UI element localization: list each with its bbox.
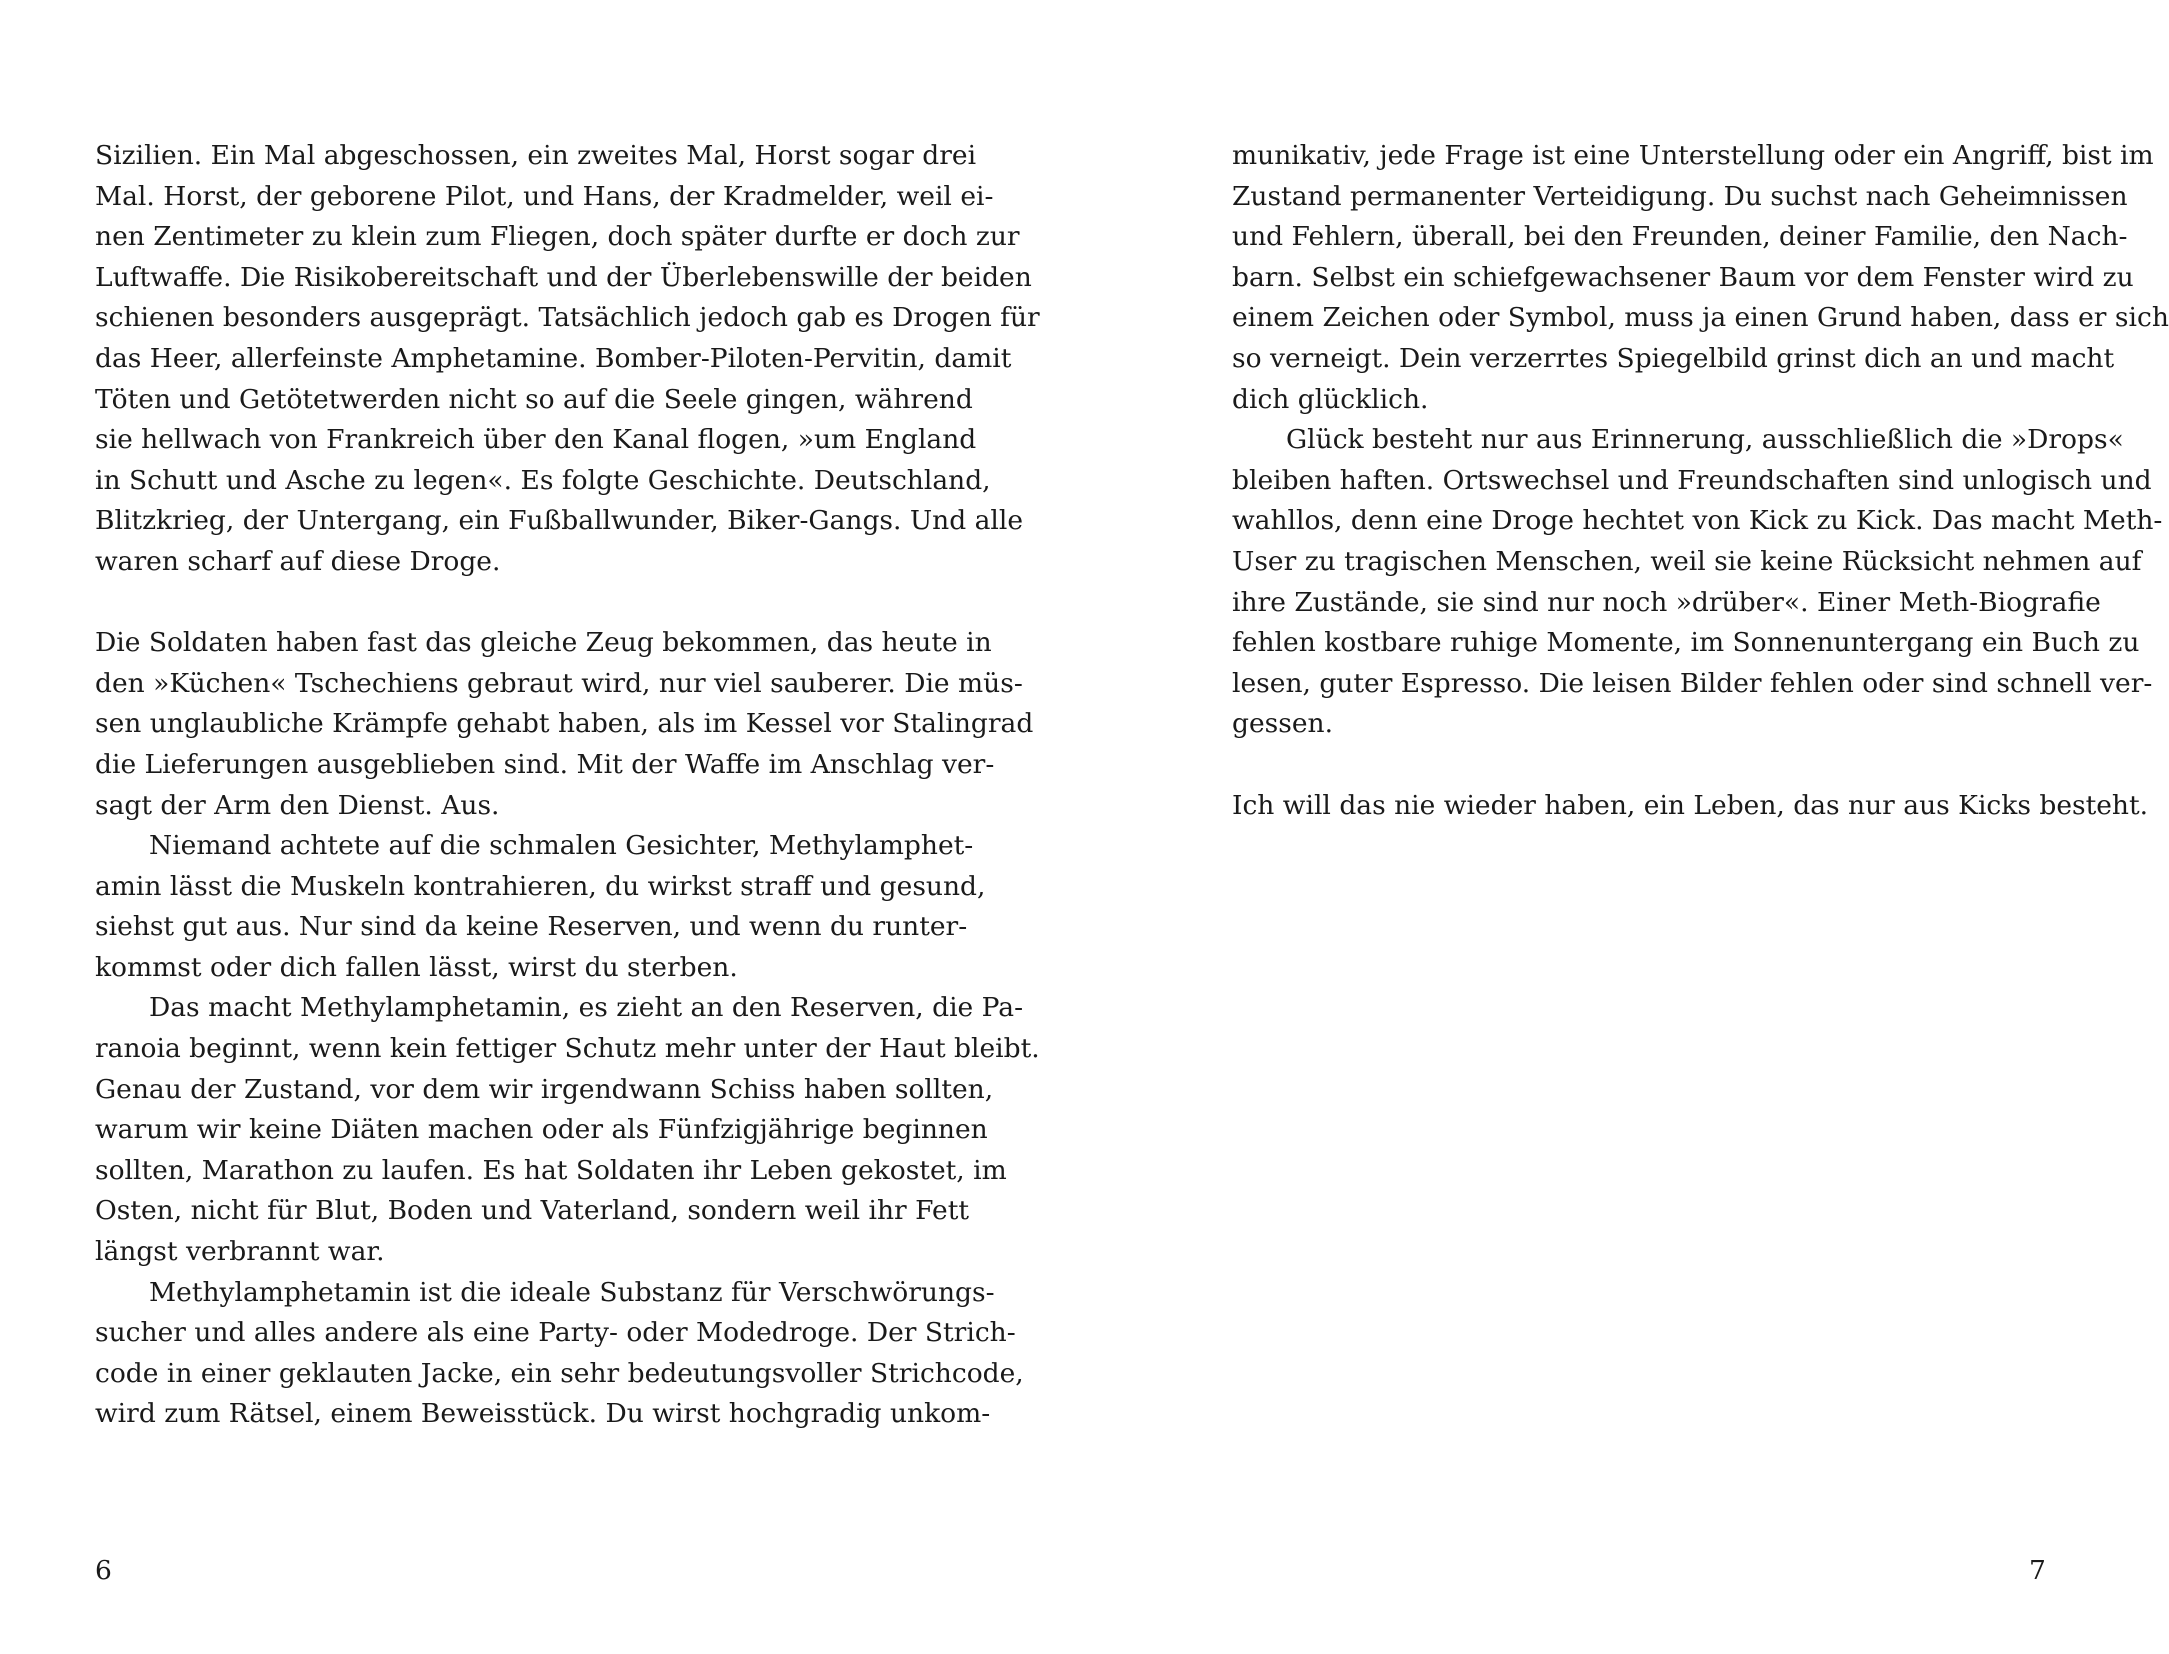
text-line: nen Zentimeter zu klein zum Fliegen, doch später durfte er doch zur <box>95 221 1020 253</box>
text-line: Die Soldaten haben fast das gleiche Zeug bekommen, das heute in <box>95 627 992 659</box>
paragraph <box>95 988 1040 1272</box>
text-line: lesen, guter Espresso. Die leisen Bilder fehlen oder sind schnell ver- <box>1232 667 2153 699</box>
paragraph <box>1232 420 2163 745</box>
paragraph <box>95 623 1034 826</box>
text-line: längst verbrannt war. <box>95 1236 385 1268</box>
paragraph <box>1232 136 2169 420</box>
right-page <box>1063 0 2169 1654</box>
text-line: den »Küchen« Tschechiens gebraut wird, nur viel sauberer. Die müs- <box>95 667 1023 699</box>
text-line: gessen. <box>1232 708 1334 740</box>
left-page <box>0 0 1063 1654</box>
text-line: kommst oder dich fallen lässt, wirst du sterben. <box>95 951 738 983</box>
text-line: warum wir keine Diäten machen oder als Fünfzigjährige beginnen <box>95 1114 988 1146</box>
paragraph-gap <box>95 583 910 624</box>
text-line: Genau der Zustand, vor dem wir irgendwann Schiss haben sollten, <box>95 1073 994 1105</box>
text-line: Luftwaffe. Die Risikobereitschaft und der Überlebenswille der beiden <box>95 261 1032 293</box>
paragraph <box>95 136 1040 583</box>
text-line: Osten, nicht für Blut, Boden und Vaterland, sondern weil ihr Fett <box>95 1195 970 1227</box>
text-line: User zu tragischen Menschen, weil sie keine Rücksicht nehmen auf <box>1232 545 2142 577</box>
paragraph-gap <box>1232 745 2047 786</box>
text-line: munikativ, jede Frage ist eine Unterstellung oder ein Angriff, bist im <box>1232 140 2154 171</box>
text-line: einem Zeichen oder Symbol, muss ja einen Grund haben, dass er sich <box>1232 302 2169 334</box>
text-line: Mal. Horst, der geborene Pilot, und Hans, der Kradmelder, weil ei- <box>95 180 994 212</box>
text-line: wird zum Rätsel, einem Beweisstück. Du wirst hochgradig unkom- <box>95 1398 991 1430</box>
text-line: ihre Zustände, sie sind nur noch »drüber«. Einer Meth-Biografie <box>1232 586 2101 618</box>
right-page-body <box>1232 136 2169 826</box>
text-line: Niemand achtete auf die schmalen Gesichter, Methylamphet- <box>149 830 974 862</box>
text-line: wahllos, denn eine Droge hechtet von Kick zu Kick. Das macht Meth- <box>1232 505 2163 537</box>
text-line: sagt der Arm den Dienst. Aus. <box>95 789 500 821</box>
paragraph <box>95 826 986 988</box>
text-line: fehlen kostbare ruhige Momente, im Sonnenuntergang ein Buch zu <box>1232 627 2140 659</box>
text-line: in Schutt und Asche zu legen«. Es folgte Geschichte. Deutschland, <box>95 464 991 496</box>
text-line: code in einer geklauten Jacke, ein sehr bedeutungsvoller Strichcode, <box>95 1357 1024 1389</box>
text-line: ranoia beginnt, wenn kein fettiger Schutz mehr unter der Haut bleibt. <box>95 1033 1040 1065</box>
text-line: barn. Selbst ein schiefgewachsener Baum vor dem Fenster wird zu <box>1232 261 2134 293</box>
text-line: dich glücklich. <box>1232 383 1429 415</box>
text-line: sollten, Marathon zu laufen. Es hat Soldaten ihr Leben gekostet, im <box>95 1154 1007 1186</box>
page-number-right: 7 <box>2029 1555 2046 1586</box>
text-line: und Fehlern, überall, bei den Freunden, deiner Familie, den Nach- <box>1232 221 2128 253</box>
text-line: die Lieferungen ausgeblieben sind. Mit der Waffe im Anschlag ver- <box>95 748 995 780</box>
text-line: Blitzkrieg, der Untergang, ein Fußballwunder, Biker-Gangs. Und alle <box>95 505 1024 537</box>
text-line: Töten und Getötetwerden nicht so auf die Seele gingen, während <box>95 383 973 415</box>
paragraph <box>95 1273 1024 1435</box>
text-line: Zustand permanenter Verteidigung. Du suchst nach Geheimnissen <box>1232 180 2128 212</box>
text-line: waren scharf auf diese Droge. <box>95 545 501 577</box>
text-line: Sizilien. Ein Mal abgeschossen, ein zweites Mal, Horst sogar drei <box>95 140 977 171</box>
text-line: sucher und alles andere als eine Party- oder Modedroge. Der Strich- <box>95 1317 1016 1349</box>
text-line: Das macht Methylamphetamin, es zieht an den Reserven, die Pa- <box>149 992 1024 1024</box>
text-line: Methylamphetamin ist die ideale Substanz für Verschwörungs- <box>149 1276 995 1308</box>
text-line: schienen besonders ausgeprägt. Tatsächlich jedoch gab es Drogen für <box>95 302 1040 334</box>
text-line: bleiben haften. Ortswechsel und Freundschaften sind unlogisch und <box>1232 464 2152 496</box>
text-line: sen unglaubliche Krämpfe gehabt haben, als im Kessel vor Stalingrad <box>95 708 1034 740</box>
text-line: siehst gut aus. Nur sind da keine Reserven, und wenn du runter- <box>95 911 968 943</box>
paragraph <box>1232 786 2149 827</box>
text-line: sie hellwach von Frankreich über den Kanal flogen, »um England <box>95 424 977 456</box>
text-line: das Heer, allerfeinste Amphetamine. Bomber-Piloten-Pervitin, damit <box>95 342 1012 374</box>
text-line: amin lässt die Muskeln kontrahieren, du wirkst straff und gesund, <box>95 870 986 902</box>
text-line: Glück besteht nur aus Erinnerung, ausschließlich die »Drops« <box>1286 424 2124 456</box>
page-number-left: 6 <box>95 1555 112 1586</box>
left-page-body <box>95 136 1040 1435</box>
text-line: so verneigt. Dein verzerrtes Spiegelbild grinst dich an und macht <box>1232 342 2115 374</box>
text-line: Ich will das nie wieder haben, ein Leben, das nur aus Kicks besteht. <box>1232 789 2149 821</box>
